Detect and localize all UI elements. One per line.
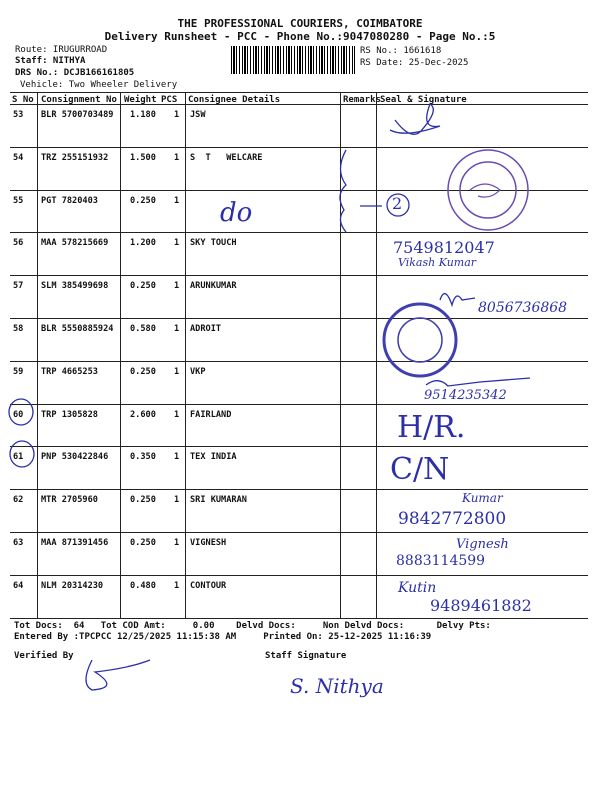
- row-pcs: 1: [174, 110, 180, 120]
- row-sno: 59: [13, 367, 24, 377]
- rs-date: RS Date: 25-Dec-2025: [360, 58, 469, 68]
- staff-signature-label: Staff Signature: [265, 651, 347, 661]
- rs-number: RS No.: 1661618: [360, 46, 442, 56]
- col-sno: S No: [12, 95, 34, 105]
- row-consignment: PGT 7820403: [41, 196, 98, 206]
- handwritten-phone-56: 7549812047: [393, 238, 495, 257]
- row-weight: 2.600: [130, 410, 156, 420]
- row-consignee: SRI KUMARAN: [190, 495, 247, 505]
- row-consignment: BLR 5700703489: [41, 110, 114, 120]
- row-sno: 63: [13, 538, 24, 548]
- row-pcs: 1: [174, 581, 180, 591]
- handwritten-hr: H/R.: [397, 410, 466, 445]
- row-consignment: PNP 530422846: [41, 452, 109, 462]
- handwritten-phone-63: 8883114599: [396, 553, 486, 569]
- row-pcs: 1: [174, 367, 180, 377]
- col-consignee: Consignee Details: [188, 95, 281, 105]
- row-consignee: FAIRLAND: [190, 410, 232, 420]
- row-weight: 0.250: [130, 196, 156, 206]
- row-consignee: S T WELCARE: [190, 153, 263, 163]
- row-sno: 54: [13, 153, 24, 163]
- row-consignment: TRZ 255151932: [41, 153, 109, 163]
- row-consignment: SLM 385499698: [41, 281, 109, 291]
- row-consignment: TRP 4665253: [41, 367, 98, 377]
- row-consignee: ARUNKUMAR: [190, 281, 237, 291]
- totals-line: Tot Docs: 64 Tot COD Amt: 0.00 Delvd Docs: Non Delvd Docs: Delvy Pts:: [14, 621, 491, 631]
- verified-signature: [86, 660, 150, 690]
- signature-scribble-53: [390, 104, 440, 134]
- row-consignee: ADROIT: [190, 324, 222, 334]
- row-consignee: VIGNESH: [190, 538, 227, 548]
- route-label: Route: IRUGURROAD: [15, 45, 108, 55]
- row-consignment: MAA 871391456: [41, 538, 109, 548]
- row-sno: 53: [13, 110, 24, 120]
- brace-mark: [340, 150, 346, 232]
- handwritten-phone-62: 9842772800: [398, 509, 507, 529]
- handwritten-two: 2: [392, 194, 403, 213]
- row-sno: 60: [13, 410, 24, 420]
- row-sno: 61: [13, 452, 24, 462]
- handwritten-phone-64: 9489461882: [430, 596, 532, 615]
- row-consignee: JSW: [190, 110, 206, 120]
- row-consignment: TRP 1305828: [41, 410, 98, 420]
- row-consignee: SKY TOUCH: [190, 238, 237, 248]
- drs-number: DRS No.: DCJB166161805: [15, 68, 135, 78]
- row-sno: 64: [13, 581, 24, 591]
- row-weight: 1.200: [130, 238, 156, 248]
- verified-by-label: Verified By: [14, 651, 74, 661]
- entered-by-line: Entered By :TPCPCC 12/25/2025 11:15:38 AM Printed On: 25-12-2025 11:16:39: [14, 632, 432, 642]
- row-weight: 0.580: [130, 324, 156, 334]
- row-pcs: 1: [174, 495, 180, 505]
- staff-label: Staff: NITHYA: [15, 56, 86, 66]
- row-consignment: MTR 2705960: [41, 495, 98, 505]
- signature-scribble-59: [426, 378, 530, 386]
- row-weight: 0.250: [130, 538, 156, 548]
- row-sno: 56: [13, 238, 24, 248]
- row-weight: 0.250: [130, 495, 156, 505]
- handwritten-staff-signature: S. Nithya: [290, 674, 384, 698]
- col-pcs: PCS: [161, 95, 178, 105]
- row-pcs: 1: [174, 196, 180, 206]
- handwritten-vignesh: Vignesh: [456, 537, 509, 552]
- row-pcs: 1: [174, 410, 180, 420]
- row-consignee: CONTOUR: [190, 581, 227, 591]
- col-remarks: Remarks: [343, 95, 381, 105]
- row-sno: 58: [13, 324, 24, 334]
- handwritten-kutin: Kutin: [398, 580, 437, 596]
- signature-scribble-58: [440, 294, 475, 305]
- row-pcs: 1: [174, 324, 180, 334]
- row-pcs: 1: [174, 281, 180, 291]
- circle-sno-60: [9, 399, 33, 425]
- row-weight: 0.250: [130, 281, 156, 291]
- row-weight: 0.250: [130, 367, 156, 377]
- row-weight: 0.480: [130, 581, 156, 591]
- handwritten-do: do: [220, 198, 253, 228]
- circle-sno-61: [10, 441, 34, 467]
- row-pcs: 1: [174, 538, 180, 548]
- row-sno: 57: [13, 281, 24, 291]
- col-consignment: Consignment No: [41, 95, 117, 105]
- handwritten-phone-58: 8056736868: [478, 300, 568, 316]
- row-weight: 1.180: [130, 110, 156, 120]
- circle-two: [387, 194, 409, 216]
- row-consignee: TEX INDIA: [190, 452, 237, 462]
- row-weight: 0.350: [130, 452, 156, 462]
- row-pcs: 1: [174, 238, 180, 248]
- row-consignee: VKP: [190, 367, 206, 377]
- stamp-welcare: [448, 150, 528, 230]
- row-weight: 1.500: [130, 153, 156, 163]
- row-pcs: 1: [174, 452, 180, 462]
- stamp-adroit: [384, 304, 456, 376]
- row-sno: 62: [13, 495, 24, 505]
- handwritten-name-56: Vikash Kumar: [398, 256, 477, 269]
- row-consignment: BLR 5550885924: [41, 324, 114, 334]
- handwritten-phone-59: 9514235342: [424, 388, 507, 403]
- col-weight: Weight: [124, 95, 157, 105]
- row-pcs: 1: [174, 153, 180, 163]
- row-sno: 55: [13, 196, 24, 206]
- row-consignment: MAA 578215669: [41, 238, 109, 248]
- runsheet-subtitle: Delivery Runsheet - PCC - Phone No.:9047080280 - Page No.:5: [104, 30, 496, 43]
- vehicle-label: Vehicle: Two Wheeler Delivery: [20, 80, 178, 90]
- col-seal: Seal & Signature: [380, 95, 467, 105]
- handwritten-kumar: Kumar: [462, 491, 503, 505]
- row-consignment: NLM 20314230: [41, 581, 104, 591]
- handwritten-cn: C/N: [390, 452, 450, 487]
- company-title: THE PROFESSIONAL COURIERS, COIMBATORE: [177, 17, 423, 30]
